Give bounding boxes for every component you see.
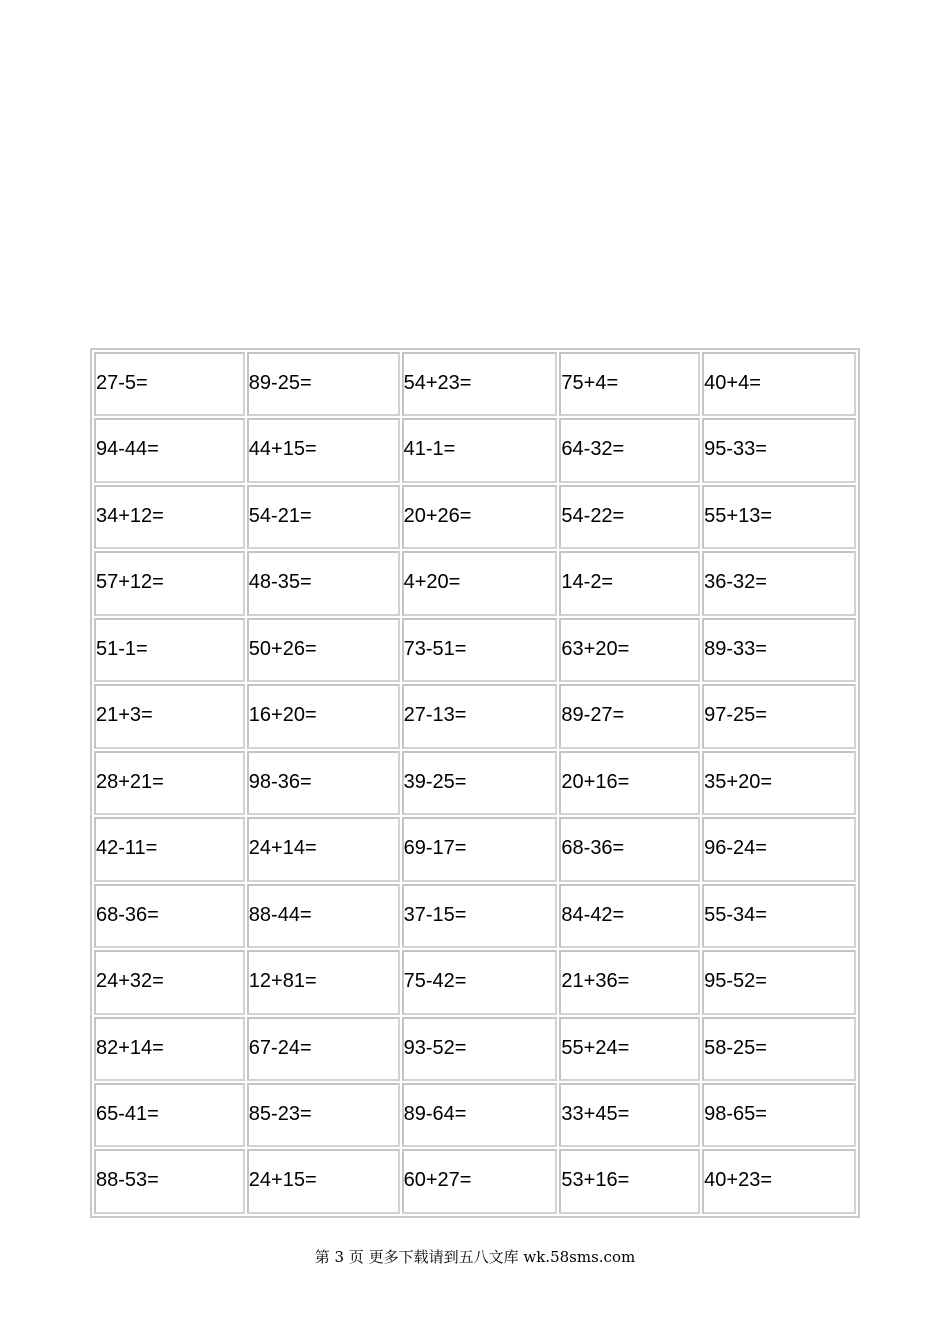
problem-cell (94, 418, 245, 482)
problem-text: 64-32= (561, 438, 625, 461)
problem-cell (559, 1017, 700, 1081)
problem-text: 33+45= (561, 1102, 630, 1125)
problem-cell (559, 418, 700, 482)
problem-text: 55+24= (561, 1036, 630, 1059)
problem-text: 20+26= (403, 504, 472, 527)
problem-text: 53+16= (561, 1169, 630, 1192)
problem-cell (247, 751, 400, 815)
problem-text: 73-51= (403, 637, 467, 660)
problem-cell (702, 950, 856, 1014)
problem-text: 96-24= (704, 837, 767, 860)
problem-cell (94, 551, 245, 615)
problem-cell (402, 1149, 558, 1214)
problem-text: 89-25= (248, 372, 312, 394)
problem-cell (94, 751, 245, 815)
problem-cell (559, 352, 700, 416)
problem-text: 42-11= (96, 837, 158, 860)
problem-text: 55-34= (704, 903, 767, 926)
problem-cell (559, 1083, 700, 1147)
problem-cell (559, 684, 700, 748)
problem-text: 88-53= (96, 1169, 159, 1192)
problem-text: 27-5= (96, 372, 148, 394)
table-row (94, 817, 856, 881)
table-row (94, 352, 856, 416)
problem-text: 4+20= (403, 571, 461, 594)
problem-cell (94, 618, 245, 682)
table-row (94, 684, 856, 748)
problem-text: 40+23= (704, 1169, 772, 1192)
table-row (94, 618, 856, 682)
problem-text: 95-52= (704, 970, 767, 993)
problem-cell (702, 485, 856, 549)
problem-cell (94, 817, 245, 881)
problem-cell (247, 817, 400, 881)
problem-text: 27-13= (403, 704, 467, 727)
problem-cell (402, 418, 558, 482)
problem-cell (559, 817, 700, 881)
problem-text: 50+26= (248, 637, 317, 660)
problem-cell (559, 1149, 700, 1214)
problem-cell (702, 352, 856, 416)
problem-cell (94, 950, 245, 1014)
problem-cell (702, 884, 856, 948)
problem-cell (247, 1149, 400, 1214)
problem-cell (559, 485, 700, 549)
problem-cell (702, 1017, 856, 1081)
problem-text: 95-33= (704, 438, 767, 461)
problem-text: 93-52= (403, 1036, 467, 1059)
problem-cell (94, 684, 245, 748)
problem-text: 24+15= (248, 1169, 317, 1192)
problem-text: 68-36= (561, 837, 625, 860)
problem-cell (94, 884, 245, 948)
problem-text: 63+20= (561, 637, 630, 660)
problem-text: 41-1= (403, 438, 456, 461)
page-footer: 第 3 页 更多下载请到五八文库 wk.58sms.com (314, 1248, 636, 1266)
problem-cell (559, 551, 700, 615)
problem-text: 34+12= (96, 504, 164, 527)
problem-text: 75+4= (561, 372, 619, 394)
problem-cell (247, 551, 400, 615)
problem-cell (247, 1083, 400, 1147)
arithmetic-table (90, 348, 860, 1218)
problem-text: 14-2= (561, 571, 614, 594)
problem-text: 82+14= (96, 1036, 164, 1059)
problem-text: 97-25= (704, 704, 767, 727)
problem-text: 98-36= (248, 770, 312, 793)
problem-cell (702, 618, 856, 682)
problem-cell (247, 618, 400, 682)
problem-cell (247, 950, 400, 1014)
problem-text: 94-44= (96, 438, 159, 461)
table-row (94, 751, 856, 815)
problem-text: 85-23= (248, 1102, 312, 1125)
problem-cell (94, 1083, 245, 1147)
problem-text: 54+23= (403, 372, 472, 394)
problem-cell (702, 1149, 856, 1214)
problem-cell (94, 352, 245, 416)
problem-text: 84-42= (561, 903, 625, 926)
table-row (94, 1149, 856, 1214)
problem-cell (402, 618, 558, 682)
problem-text: 51-1= (96, 637, 148, 660)
problem-text: 39-25= (403, 770, 467, 793)
problem-cell (247, 418, 400, 482)
problem-cell (247, 1017, 400, 1081)
problem-text: 89-64= (403, 1102, 467, 1125)
problem-text: 24+32= (96, 970, 164, 993)
table-row (94, 485, 856, 549)
problem-text: 48-35= (248, 571, 312, 594)
problem-cell (402, 551, 558, 615)
problem-cell (402, 1017, 558, 1081)
table-row (94, 884, 856, 948)
problem-text: 20+16= (561, 770, 630, 793)
table-body (94, 352, 856, 1214)
problem-text: 89-27= (561, 704, 625, 727)
problem-cell (559, 751, 700, 815)
problem-text: 21+3= (96, 704, 153, 727)
problem-text: 98-65= (704, 1102, 767, 1125)
problem-text: 58-25= (704, 1036, 767, 1059)
problem-cell (559, 950, 700, 1014)
problem-text: 40+4= (704, 372, 761, 394)
problem-text: 36-32= (704, 571, 767, 594)
problem-cell (94, 1149, 245, 1214)
problem-cell (247, 884, 400, 948)
problem-cell (402, 684, 558, 748)
problem-text: 55+13= (704, 504, 772, 527)
problem-cell (402, 751, 558, 815)
problem-cell (702, 551, 856, 615)
problem-text: 12+81= (248, 970, 317, 993)
problem-text: 88-44= (248, 903, 312, 926)
problem-cell (702, 817, 856, 881)
problem-cell (247, 684, 400, 748)
problem-cell (402, 352, 558, 416)
table-row (94, 551, 856, 615)
problem-text: 54-22= (561, 504, 625, 527)
problem-cell (402, 1083, 558, 1147)
table-row (94, 1017, 856, 1081)
problem-text: 68-36= (96, 903, 159, 926)
problem-text: 44+15= (248, 438, 317, 461)
problem-text: 28+21= (96, 770, 164, 793)
problem-cell (559, 618, 700, 682)
problem-cell (559, 884, 700, 948)
problem-cell (402, 817, 558, 881)
table-row (94, 1083, 856, 1147)
problem-cell (702, 1083, 856, 1147)
problem-text: 16+20= (248, 704, 317, 727)
problem-cell (94, 1017, 245, 1081)
problem-cell (402, 884, 558, 948)
table-row (94, 950, 856, 1014)
problem-cell (247, 485, 400, 549)
problem-text: 65-41= (96, 1102, 159, 1125)
problem-cell (702, 751, 856, 815)
problem-text: 67-24= (248, 1036, 312, 1059)
problem-text: 60+27= (403, 1169, 472, 1192)
problem-text: 89-33= (704, 637, 767, 660)
problem-text: 54-21= (248, 504, 312, 527)
table-row (94, 418, 856, 482)
problem-cell (402, 950, 558, 1014)
problem-text: 37-15= (403, 903, 467, 926)
problem-cell (702, 418, 856, 482)
problem-cell (402, 485, 558, 549)
problem-text: 75-42= (403, 970, 467, 993)
problem-cell (702, 684, 856, 748)
problem-text: 57+12= (96, 571, 164, 594)
problem-text: 24+14= (248, 837, 317, 860)
problem-text: 35+20= (704, 770, 772, 793)
problem-text: 21+36= (561, 970, 630, 993)
problem-cell (94, 485, 245, 549)
problem-text: 69-17= (403, 837, 467, 860)
problem-cell (247, 352, 400, 416)
